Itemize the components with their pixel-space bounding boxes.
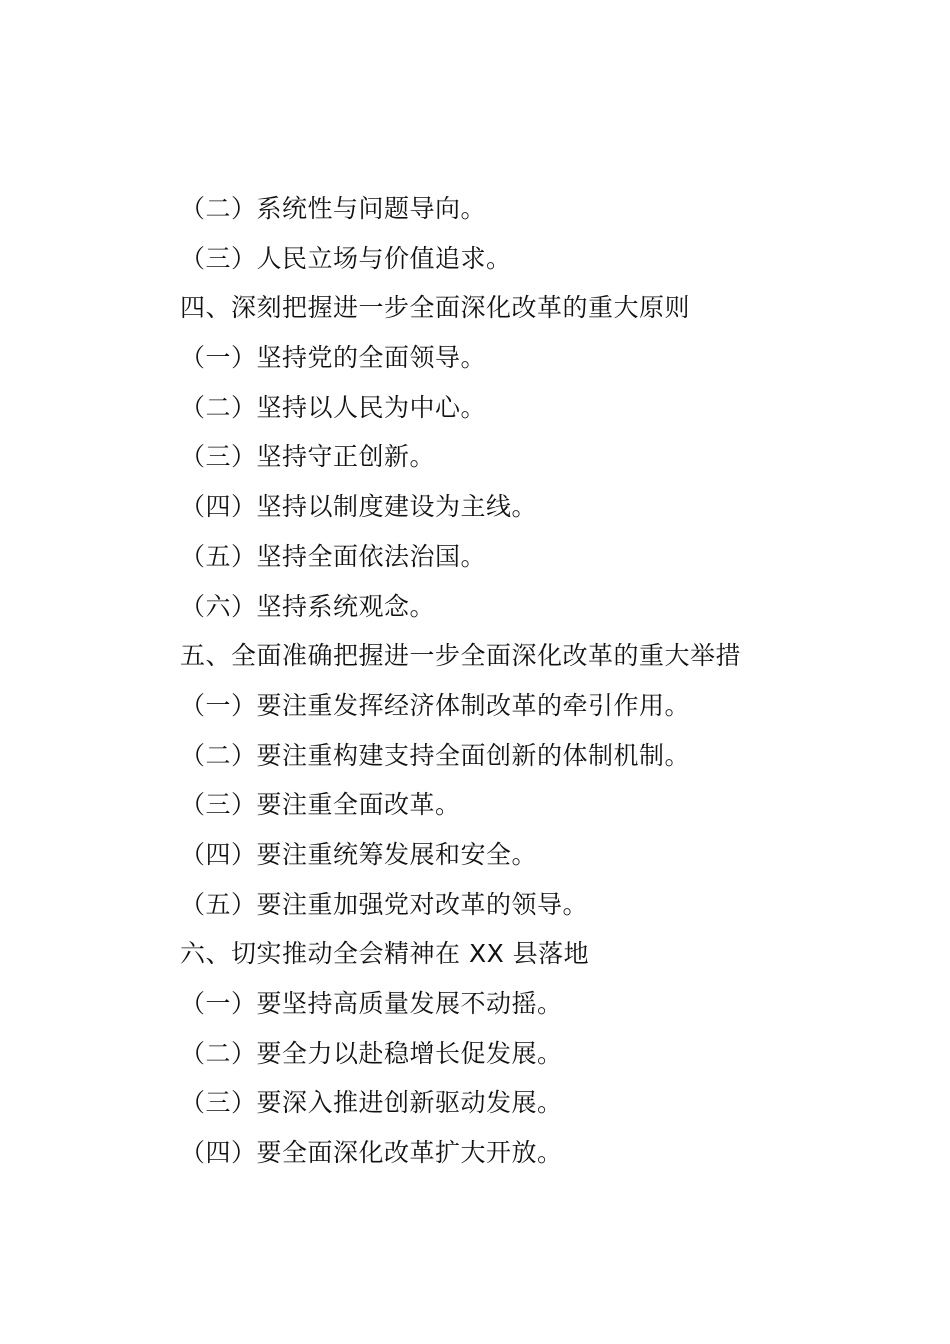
list-item: （二）要全力以赴稳增长促发展。	[180, 1038, 563, 1068]
list-item: （一）要注重发挥经济体制改革的牵引作用。	[180, 690, 691, 720]
list-item: （三）坚持守正创新。	[180, 442, 436, 472]
document-body	[180, 184, 880, 1178]
list-item: （二）系统性与问题导向。	[180, 194, 487, 223]
section-heading: 四、深刻把握进一步全面深化改革的重大原则	[180, 293, 691, 323]
list-item: （三）要注重全面改革。	[180, 790, 461, 820]
list-item: （四）坚持以制度建设为主线。	[180, 492, 538, 522]
list-item: （一）坚持党的全面领导。	[180, 343, 487, 373]
list-item: （三）人民立场与价值追求。	[180, 243, 512, 273]
section-heading: 六、切实推动全会精神在 XX 县落地	[180, 939, 590, 969]
list-item: （二）要注重构建支持全面创新的体制机制。	[180, 740, 691, 770]
list-item: （二）坚持以人民为中心。	[180, 392, 487, 422]
list-item: （三）要深入推进创新驱动发展。	[180, 1088, 563, 1118]
list-item: （一）要坚持高质量发展不动摇。	[180, 989, 563, 1018]
list-item: （五）要注重加强党对改革的领导。	[180, 889, 589, 919]
section-heading: 五、全面准确把握进一步全面深化改革的重大举措	[180, 641, 742, 671]
list-item: （五）坚持全面依法治国。	[180, 541, 487, 571]
list-item: （六）坚持系统观念。	[180, 591, 436, 621]
list-item: （四）要注重统筹发展和安全。	[180, 839, 538, 869]
list-item: （四）要全面深化改革扩大开放。	[180, 1138, 563, 1168]
